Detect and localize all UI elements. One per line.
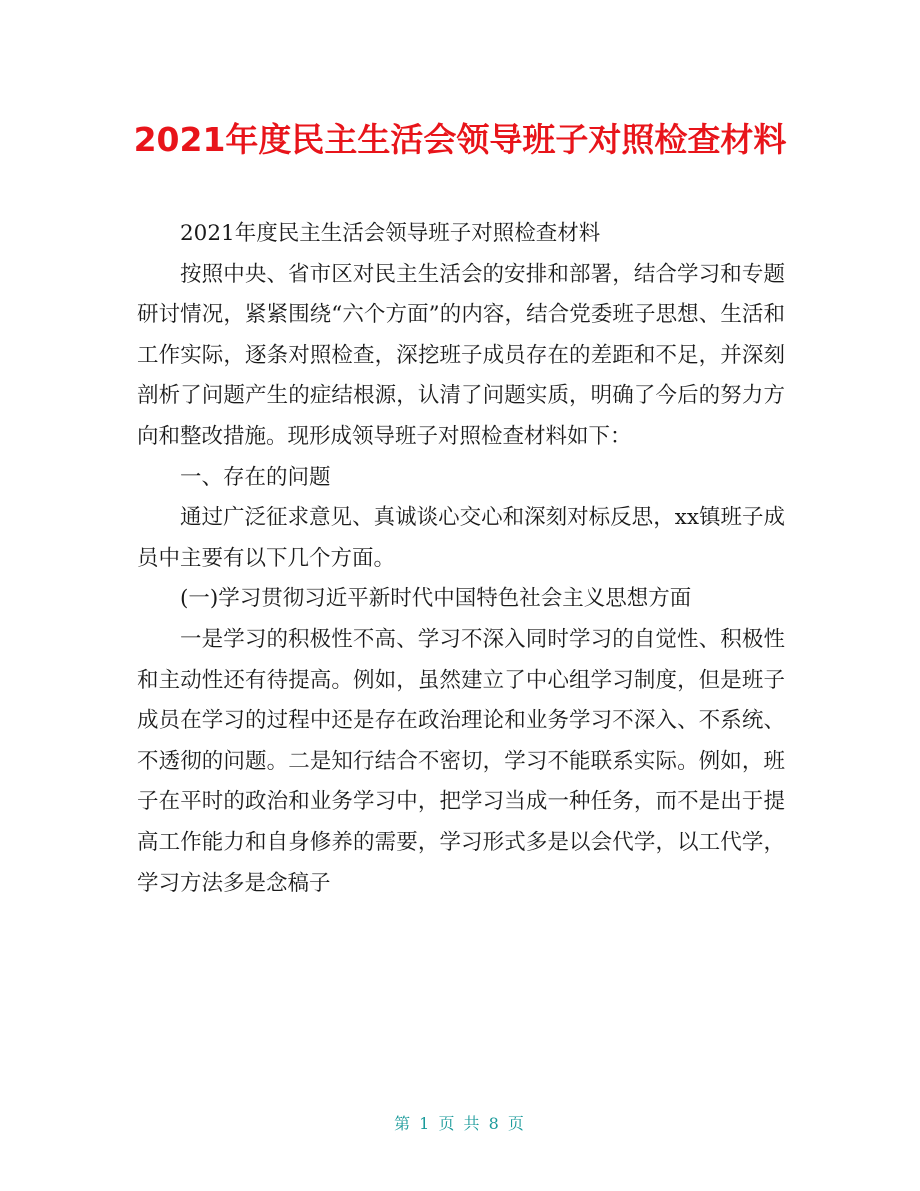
page-footer — [0, 1113, 920, 1135]
document-body — [137, 214, 785, 904]
page-number-label: 第 1 页 共 8 页 — [394, 1114, 526, 1133]
section-heading-problems: 一、存在的问题 — [180, 464, 331, 490]
paragraph-study-details: 一是学习的积极性不高、学习不深入同时学习的自觉性、积极性和主动性还有待提高。例如，虽然建立了中心组学习制度，但是班子成员在学习的过程中还是存在政治理论和业务学习不深入、不系统、不透彻的问题。二是知行结合不密切，学习不能联系实际。例如，班子在平时的政治和业务学习中，把学习当成一种任务，而不是出于提高工作能力和自身修养的需要，学习形式多是以会代学，以工代学，学习方法多是念稿子 — [137, 626, 785, 896]
document-title: 2021年度民主生活会领导班子对照检查材料 — [133, 120, 787, 159]
paragraph-overview: 通过广泛征求意见、真诚谈心交心和深刻对标反思，xx镇班子成员中主要有以下几个方面。 — [137, 505, 785, 571]
paragraph-subtitle: 2021年度民主生活会领导班子对照检查材料 — [180, 221, 601, 246]
subsection-heading-study: (一)学习贯彻习近平新时代中国特色社会主义思想方面 — [180, 586, 692, 612]
paragraph-intro: 按照中央、省市区对民主生活会的安排和部署，结合学习和专题研讨情况，紧紧围绕“六个方面”的内容，结合党委班子思想、生活和工作实际，逐条对照检查，深挖班子成员存在的差距和不足，并深刻剖析了问题产生的症结根源，认清了问题实质，明确了今后的努力方向和整改措施。现形成领导班子对照检查材料如下： — [137, 261, 785, 449]
